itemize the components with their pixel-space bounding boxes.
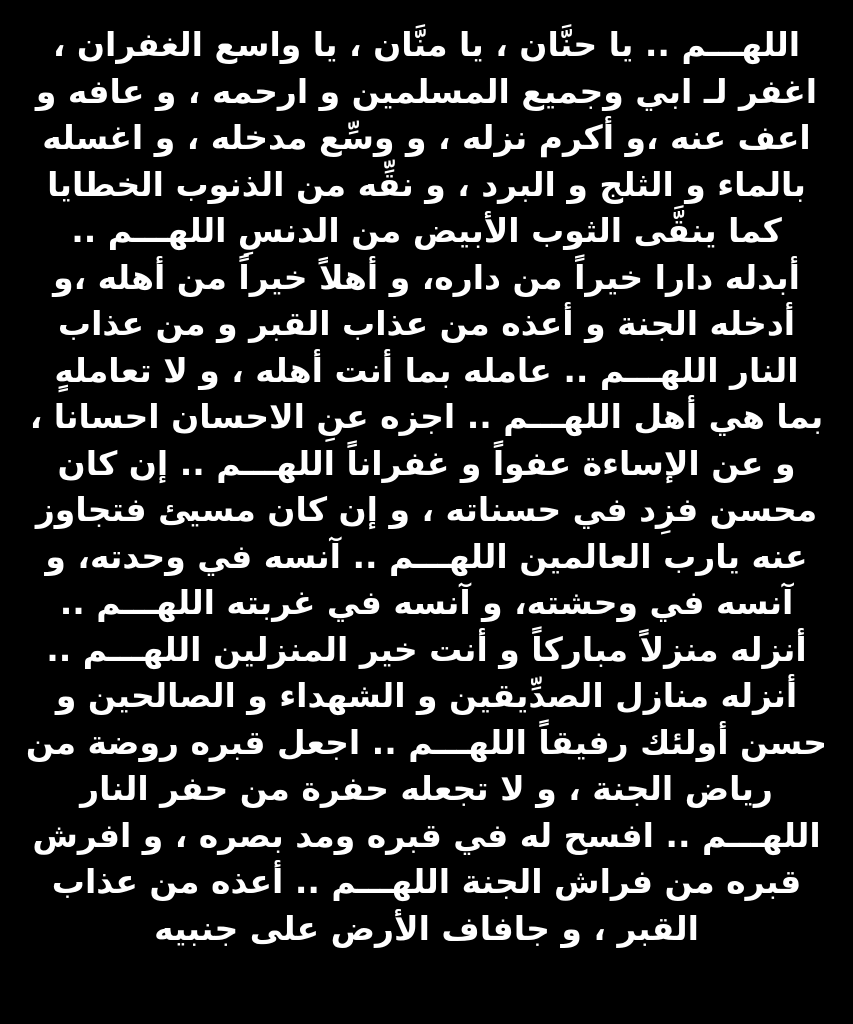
text-line: عنه يارب العالمين اللهـــم .. آنسه في وحدته، و: [45, 536, 808, 576]
text-line: أنزله منزلاً مباركاً و أنت خير المنزلين اللهـــم ..: [46, 629, 807, 669]
text-line: اللهـــم .. يا حنَّان ، يا منَّان ، يا واسع الغفران ،: [52, 25, 801, 64]
text-line: اللهـــم .. افسح له في قبره ومد بصره ، و افرش: [32, 815, 821, 855]
text-line: رياض الجنة ، و لا تجعله حفرة من حفر النار: [80, 769, 773, 808]
text-line: أنزله منازل الصدِّيقين و الشهداء و الصالحين و: [55, 676, 798, 715]
text-line: أدخله الجنة و أعذه من عذاب القبر و من عذاب: [57, 304, 796, 343]
text-line: قبره من فراش الجنة اللهـــم .. أعذه من عذاب: [51, 862, 802, 901]
text-line: محسن فزِد في حسناته ، و إن كان مسيئ فتجاوز: [35, 490, 818, 529]
text-line: حسن أولئك رفيقاً اللهـــم .. اجعل قبره روضة من: [25, 722, 828, 762]
text-line: بما هي أهل اللهـــم .. اجزه عنِ الاحسان احسانا ،: [29, 397, 824, 436]
text-line: آنسه في وحشته، و آنسه في غربته اللهـــم ..: [59, 583, 794, 622]
text-line: اعف عنه ،و أكرم نزله ، و وسِّع مدخله ، و اغسله: [42, 118, 811, 157]
dua-text-block: [20, 22, 833, 952]
text-line: القبر ، و جافاف الأرض على جنبيه: [154, 908, 699, 948]
text-line: أبدله دارا خيراً من داره، و أهلاً خيراً من أهله ،و: [53, 257, 800, 297]
text-line: و عن الإساءة عفواً و غفراناً اللهـــم .. إن كان: [57, 443, 796, 483]
text-line: اغفر لـ ابي وجميع المسلمين و ارحمه ، و عافه و: [35, 71, 818, 111]
text-line: النار اللهـــم .. عامله بما أنت أهله ، و لا تعاملهٍ: [54, 350, 799, 390]
text-line: كما ينقَّى الثوب الأبيض من الدنسِ اللهـــم ..: [71, 211, 782, 250]
text-line: بالماء و الثلج و البرد ، و نقِّه من الذنوب الخطايا: [47, 164, 806, 204]
